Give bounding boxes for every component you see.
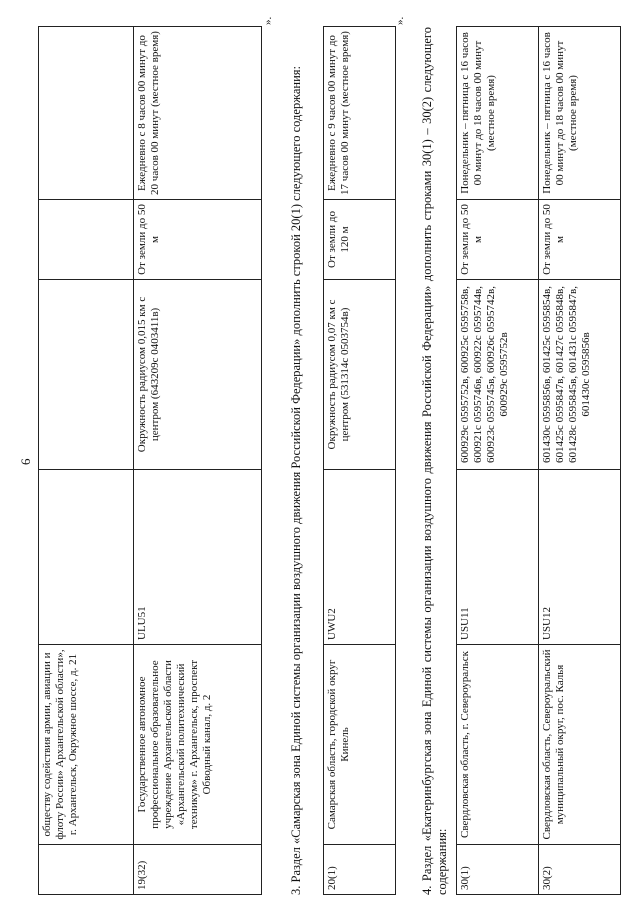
- zone-height: [39, 200, 134, 280]
- zone-time: Ежедневно с 9 часов 00 минут до 17 часов 00 минут (местное время): [324, 27, 396, 200]
- zone-height: От земли до 120 м: [324, 200, 396, 280]
- row-number: 30(1): [457, 845, 539, 895]
- zone-boundary: Окружность радиусом 0,07 км с центром (531314с 0503754в): [324, 280, 396, 470]
- table-row: [539, 27, 621, 895]
- zone-boundary: Окружность радиусом 0,015 км с центром (643209с 0403411в): [134, 280, 262, 470]
- zone-height: От земли до 50 м: [457, 200, 539, 280]
- table-samara: [323, 26, 396, 895]
- row-number: 19(32): [134, 845, 262, 895]
- zone-boundary: 600929с 0595752в, 600925с 0595758в, 600921с 0595746в, 600922с 0595744в, 600923с 0595745в, 600926с 0595742в, 600929с 0595752в: [457, 280, 539, 470]
- table-row: [39, 27, 134, 895]
- paragraph-3: 3. Раздел «Самарская зона Единой системы организации воздушного движения Российской Федерации» дополнить строкой 20(1) следующего содержания:: [289, 66, 303, 895]
- table-ekaterinburg: [456, 26, 621, 895]
- zone-boundary: [39, 280, 134, 470]
- table-arkhangelsk: [38, 26, 262, 895]
- zone-time: Понедельник – пятница с 16 часов 00 минут до 18 часов 00 минут (местное время): [539, 27, 621, 200]
- zone-code: [39, 470, 134, 645]
- object-name: Государственное автономное профессиональное образовательное учреждение Архангельской области «Архангельский политехнический техникум» г. Архангельск, проспект Обводный канал, д. 2: [134, 645, 262, 845]
- zone-code: USU11: [457, 470, 539, 645]
- table-row: [134, 27, 262, 895]
- zone-code: UWU2: [324, 470, 396, 645]
- object-name: Свердловская область, Североуральский муниципальный округ, пос. Калья: [539, 645, 621, 845]
- zone-height: От земли до 50 м: [134, 200, 262, 280]
- zone-boundary: 601430с 0595856в, 601425с 0595854в, 601425с 0595847в, 601427с 0595848в, 601428с 0595845в, 601431с 0595847в, 601430с 0595856в: [539, 280, 621, 470]
- object-name: Самарская область, городской округ Кинель: [324, 645, 396, 845]
- zone-height: От земли до 50 м: [539, 200, 621, 280]
- zone-code: USU12: [539, 470, 621, 645]
- zone-code: ULU51: [134, 470, 262, 645]
- object-name: обществу содействия армии, авиации и флоту России» Архангельской области», г. Архангельск, Окружное шоссе, д. 21: [39, 645, 134, 845]
- closing-quote: ».: [262, 16, 274, 25]
- zone-time: Понедельник – пятница с 16 часов 00 минут до 18 часов 00 минут (местное время): [457, 27, 539, 200]
- paragraph-4: 4. Раздел «Екатеринбургская зона Единой системы организации воздушного движения Российской Федерации» дополнить строками 30(1) – 30(2) следующего содержания:: [420, 27, 449, 895]
- row-number: [39, 845, 134, 895]
- row-number: 30(2): [539, 845, 621, 895]
- object-name: Свердловская область, г. Североуральск: [457, 645, 539, 845]
- page-number: 6: [18, 458, 33, 465]
- row-number: 20(1): [324, 845, 396, 895]
- table-row: [324, 27, 396, 895]
- table-row: [457, 27, 539, 895]
- zone-time: [39, 27, 134, 200]
- closing-quote: ».: [394, 16, 406, 25]
- zone-time: Ежедневно с 8 часов 00 минут до 20 часов 00 минут (местное время): [134, 27, 262, 200]
